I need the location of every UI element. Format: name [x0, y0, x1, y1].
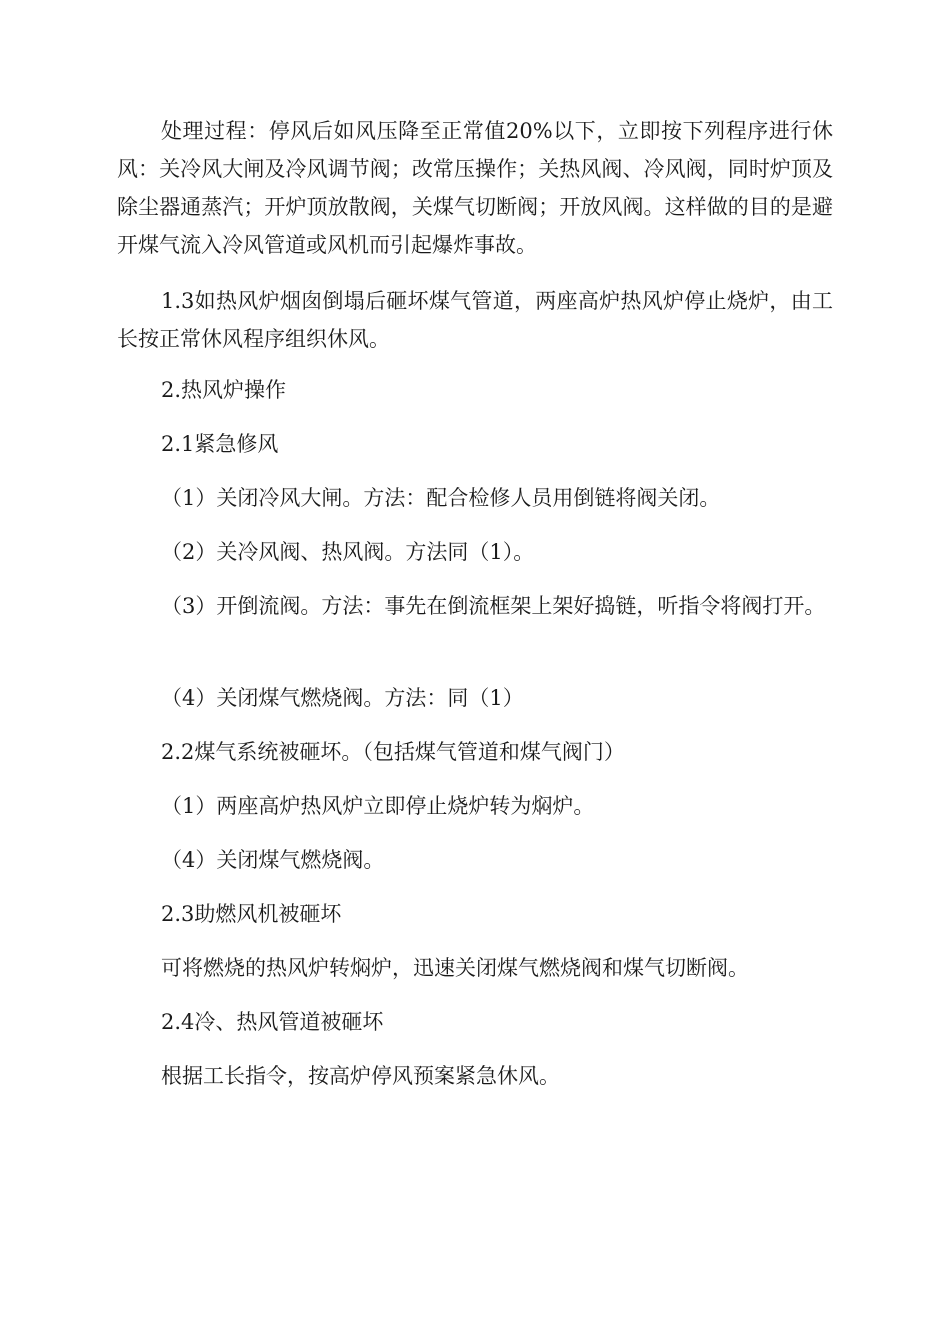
paragraph-1-3: 1.3如热风炉烟囱倒塌后砸坏煤气管道，两座高炉热风炉停止烧炉，由工长按正常休风程序组织休风。 — [117, 289, 833, 351]
heading-2: 2.热风炉操作 — [161, 378, 287, 402]
paragraph-2-4-body: 根据工长指令，按高炉停风预案紧急休风。 — [161, 1064, 560, 1088]
step-2-1-2: （2）关冷风阀、热风阀。方法同（1）。 — [161, 540, 535, 564]
step-2-1-4: （4）关闭煤气燃烧阀。方法：同（1） — [161, 686, 524, 710]
heading-2-1: 2.1紧急修风 — [161, 432, 279, 456]
step-2-1-1: （1）关闭冷风大闸。方法：配合检修人员用倒链将阀关闭。 — [161, 486, 721, 510]
heading-2-2: 2.2煤气系统被砸坏。（包括煤气管道和煤气阀门） — [161, 740, 625, 764]
paragraph-process: 处理过程：停风后如风压降至正常值20%以下，立即按下列程序进行休风：关冷风大闸及冷风调节阀；改常压操作；关热风阀、冷风阀，同时炉顶及除尘器通蒸汽；开炉顶放散阀，关煤气切断阀；开放风阀。这样做的目的是避开煤气流入冷风管道或风机而引起爆炸事故。 — [117, 119, 833, 257]
step-2-1-3: （3）开倒流阀。方法：事先在倒流框架上架好捣链，听指令将阀打开。 — [161, 594, 826, 618]
paragraph-2-3-body: 可将燃烧的热风炉转焖炉，迅速关闭煤气燃烧阀和煤气切断阀。 — [161, 956, 749, 980]
step-2-2-4: （4）关闭煤气燃烧阀。 — [161, 848, 385, 872]
step-2-2-1: （1）两座高炉热风炉立即停止烧炉转为焖炉。 — [161, 794, 595, 818]
heading-2-4: 2.4冷、热风管道被砸坏 — [161, 1010, 384, 1034]
heading-2-3: 2.3助燃风机被砸坏 — [161, 902, 342, 926]
